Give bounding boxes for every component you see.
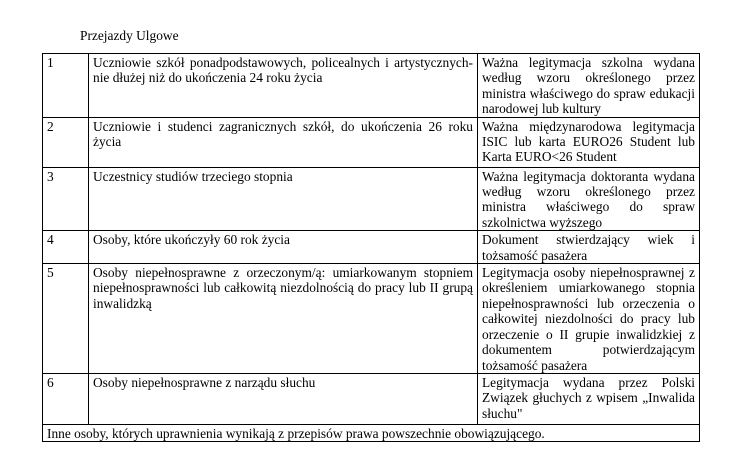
row-number: 6 [43, 374, 89, 425]
table-row [43, 264, 700, 374]
footer-note: Inne osoby, których uprawnienia wynikają z przepisów prawa powszechnie obowiązującego. [43, 425, 700, 442]
table-row [43, 231, 700, 264]
required-document: Ważna legitymacja szkolna wydana według wzoru określonego przez ministra właściwego do spraw edukacji narodowej lub kultury [478, 54, 700, 118]
eligible-group: Osoby niepełnosprawne z orzeczonym/ą: umiarkowanym stopniem niepełnosprawności lub całkowitą niezdolnością do pracy lub II grupą inwalidzką [89, 264, 478, 374]
required-document: Dokument stwierdzający wiek i tożsamość pasażera [478, 231, 700, 264]
discount-table [42, 53, 700, 442]
table-row [43, 167, 700, 231]
row-number: 4 [43, 231, 89, 264]
eligible-group: Uczniowie szkół ponadpodstawowych, policealnych i artystycznych- nie dłużej niż do ukończenia 24 roku życia [89, 54, 478, 118]
eligible-group: Osoby, które ukończyły 60 rok życia [89, 231, 478, 264]
row-number: 1 [43, 54, 89, 118]
page-title: Przejazdy Ulgowe [80, 28, 179, 43]
required-document: Legitymacja osoby niepełnosprawnej z określeniem umiarkowanego stopnia niepełnosprawności lub orzeczenia o całkowitej niezdolności do pracy lub orzeczenie o II grupie inwalidzkiej z dokumentem potwierdzającym tożsamość pasażera [478, 264, 700, 374]
required-document: Legitymacja wydana przez Polski Związek głuchych z wpisem „Inwalida słuchu" [478, 374, 700, 425]
required-document: Ważna międzynarodowa legitymacja ISIC lub karta EURO26 Student lub Karta EURO<26 Student [478, 117, 700, 167]
row-number: 3 [43, 167, 89, 231]
row-number: 2 [43, 117, 89, 167]
table-row [43, 54, 700, 118]
table-footer-row [43, 425, 700, 442]
table-row [43, 117, 700, 167]
required-document: Ważna legitymacja doktoranta wydana według wzoru określonego przez ministra właściwego do spraw szkolnictwa wyższego [478, 167, 700, 231]
eligible-group: Osoby niepełnosprawne z narządu słuchu [89, 374, 478, 425]
row-number: 5 [43, 264, 89, 374]
eligible-group: Uczestnicy studiów trzeciego stopnia [89, 167, 478, 231]
table-row [43, 374, 700, 425]
eligible-group: Uczniowie i studenci zagranicznych szkół, do ukończenia 26 roku życia [89, 117, 478, 167]
